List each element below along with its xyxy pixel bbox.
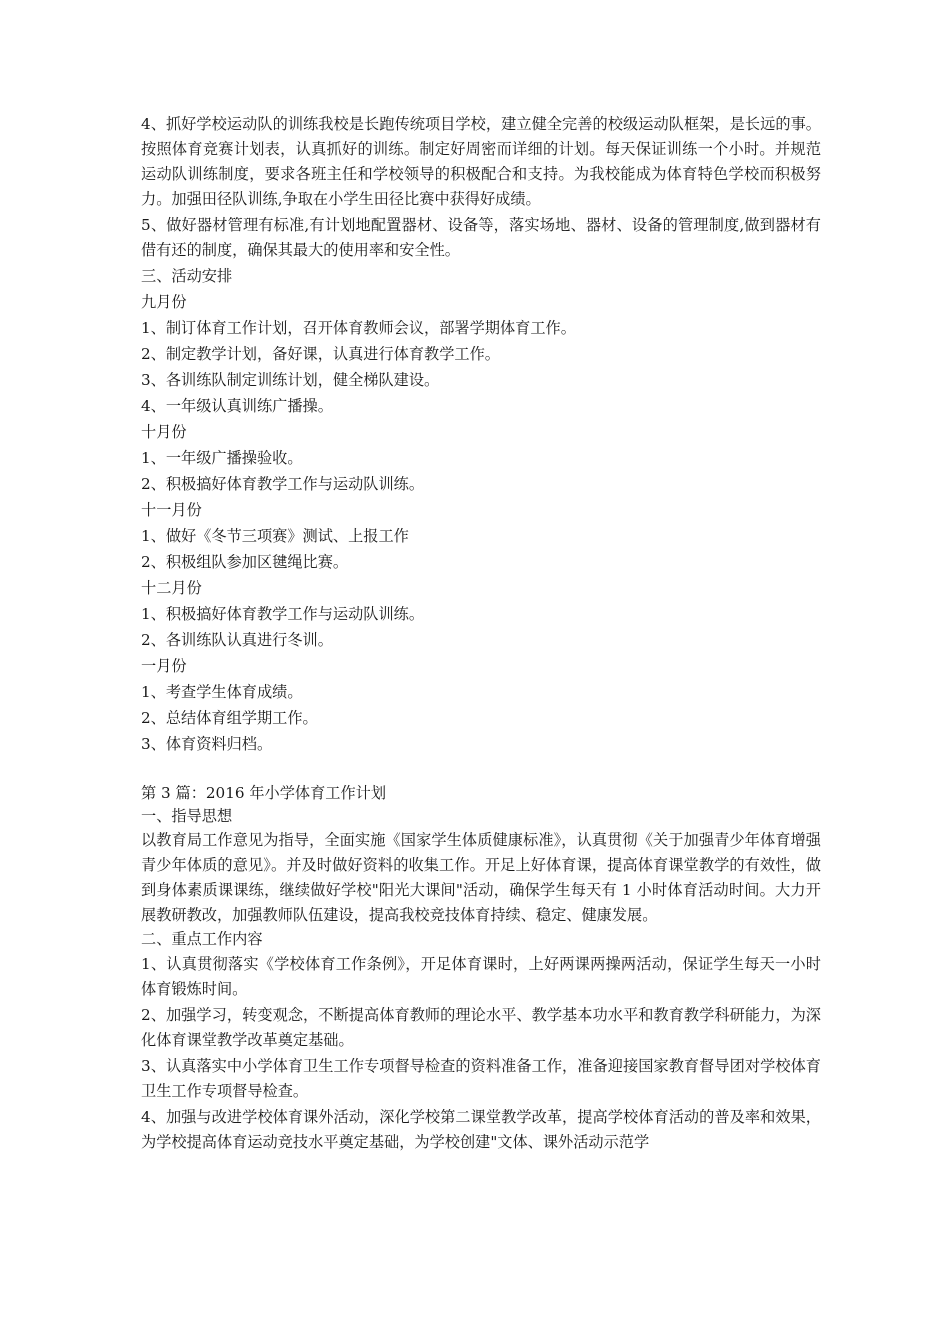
- heading-activity-schedule: 三、活动安排: [141, 267, 233, 285]
- document-page: [141, 112, 821, 1155]
- month-november: 十一月份: [141, 501, 202, 519]
- paragraph-key-work-1: 1、认真贯彻落实《学校体育工作条例》，开足体育课时，上好两课两操两活动，保证学生每天一小时体育锻炼时间。: [141, 955, 821, 998]
- paragraph-key-work-4: 4、加强与改进学校体育课外活动，深化学校第二课堂教学改革，提高学校体育活动的普及率和效果，为学校提高体育运动竞技水平奠定基础，为学校创建"文体、课外活动示范学: [141, 1108, 821, 1151]
- month-october: 十月份: [141, 423, 187, 441]
- month-january: 一月份: [141, 657, 187, 675]
- paragraph-key-work-3: 3、认真落实中小学体育卫生工作专项督导检查的资料准备工作，准备迎接国家教育督导团对学校体育卫生工作专项督导检查。: [141, 1057, 821, 1100]
- paragraph-team-training: 4、抓好学校运动队的训练我校是长跑传统项目学校，建立健全完善的校级运动队框架，是长远的事。按照体育竞赛计划表，认真抓好的训练。制定好周密而详细的计划。每天保证训练一个小时。并规范运动队训练制度，要求各班主任和学校领导的积极配合和支持。为我校能成为体育特色学校而积极努力。加强田径队训练,争取在小学生田径比赛中获得好成绩。: [141, 115, 821, 208]
- paragraph-guiding-ideology: 以教育局工作意见为指导，全面实施《国家学生体质健康标准》，认真贯彻《关于加强青少年体育增强青少年体质的意见》。并及时做好资料的收集工作。开足上好体育课，提高体育课堂教学的有效性，做到身体素质课课练，继续做好学校"阳光大课间"活动，确保学生每天有 1 小时体育活动时间。大力开展教研教改，加强教师队伍建设，提高我校竞技体育持续、稳定、健康发展。: [141, 831, 821, 924]
- paragraph-equipment: 5、做好器材管理有标准,有计划地配置器材、设备等，落实场地、器材、设备的管理制度,做到器材有借有还的制度，确保其最大的使用率和安全性。: [141, 216, 821, 259]
- list-item: 2、总结体育组学期工作。: [141, 709, 318, 727]
- list-item: 1、积极搞好体育教学工作与运动队训练。: [141, 605, 425, 623]
- month-december: 十二月份: [141, 579, 202, 597]
- list-item: 4、一年级认真训练广播操。: [141, 397, 333, 415]
- list-item: 1、做好《冬节三项赛》测试、上报工作: [141, 527, 409, 545]
- month-september: 九月份: [141, 293, 187, 311]
- article-title: 第 3 篇：2016 年小学体育工作计划: [141, 784, 387, 802]
- list-item: 2、各训练队认真进行冬训。: [141, 631, 333, 649]
- list-item: 1、一年级广播操验收。: [141, 449, 303, 467]
- list-item: 1、考查学生体育成绩。: [141, 683, 303, 701]
- heading-guiding-ideology: 一、指导思想: [141, 807, 233, 825]
- list-item: 2、积极搞好体育教学工作与运动队训练。: [141, 475, 425, 493]
- list-item: 3、体育资料归档。: [141, 735, 273, 753]
- paragraph-key-work-2: 2、加强学习，转变观念，不断提高体育教师的理论水平、教学基本功水平和教育教学科研能力，为深化体育课堂教学改革奠定基础。: [141, 1006, 821, 1049]
- list-item: 2、制定教学计划，备好课，认真进行体育教学工作。: [141, 345, 500, 363]
- list-item: 3、各训练队制定训练计划，健全梯队建设。: [141, 371, 440, 389]
- heading-key-work: 二、重点工作内容: [141, 930, 263, 948]
- list-item: 2、积极组队参加区毽绳比赛。: [141, 553, 349, 571]
- list-item: 1、制订体育工作计划，召开体育教师会议，部署学期体育工作。: [141, 319, 576, 337]
